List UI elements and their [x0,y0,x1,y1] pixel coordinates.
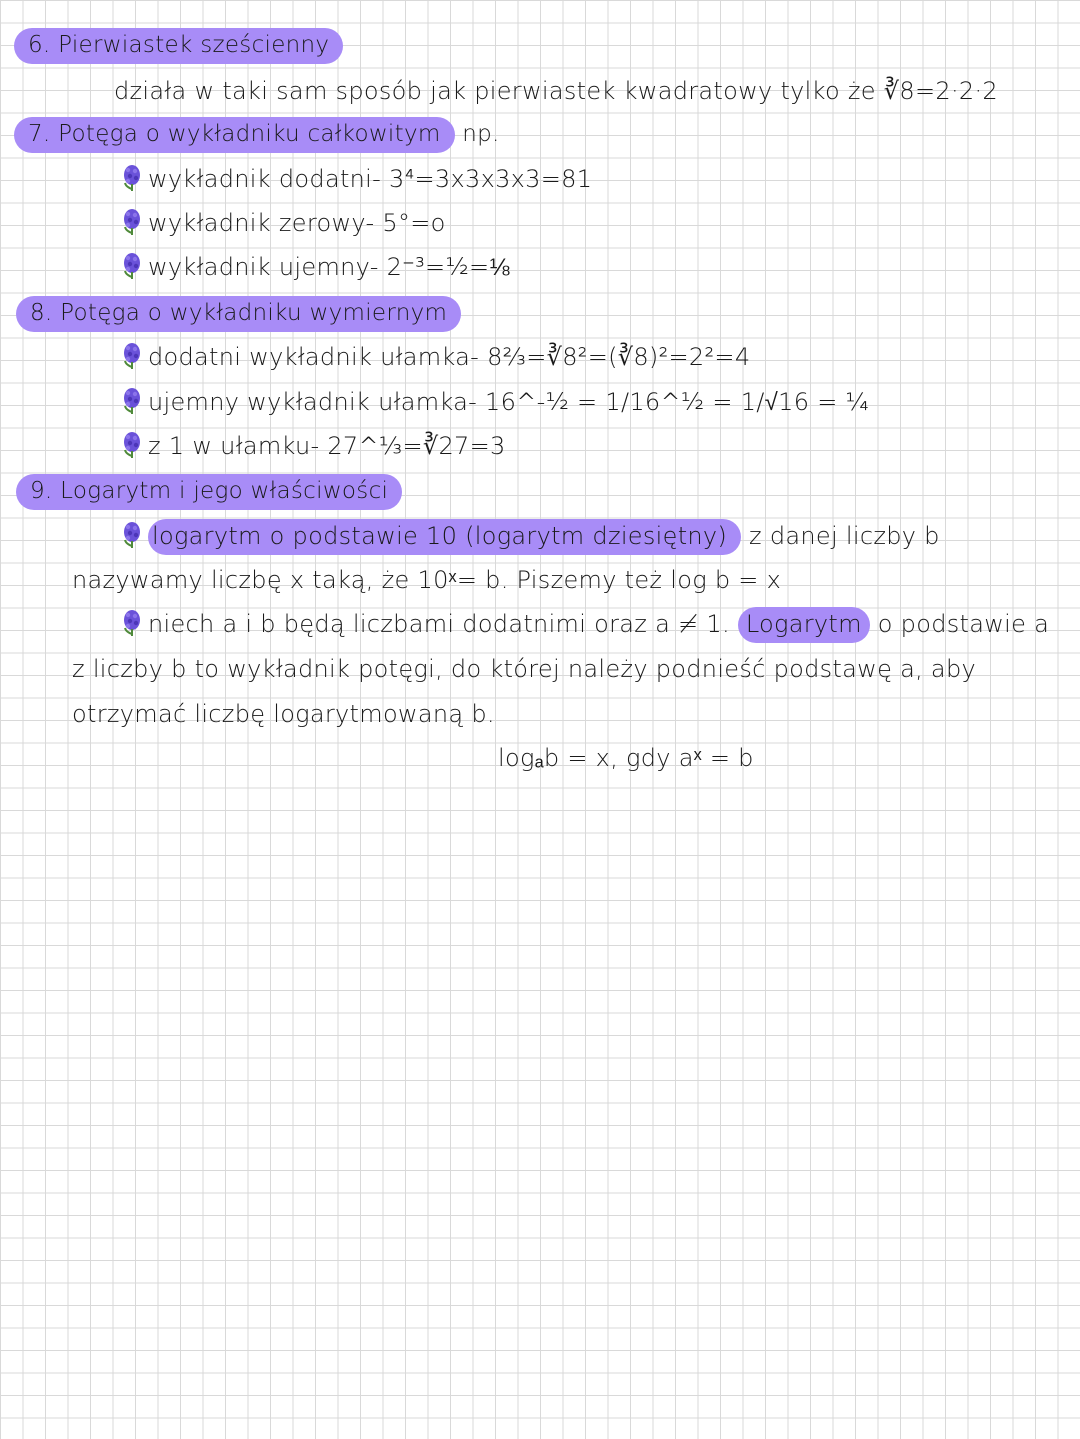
hyacinth-flower-icon [122,521,142,549]
paragraph-text: o podstawie a [877,610,1050,638]
section-6-heading: 6. Pierwiastek sześcienny [14,28,343,64]
highlighted-term: logarytm o podstawie 10 (logarytm dziesiętny) [148,519,741,555]
section-7-heading-suffix: np. [462,121,500,147]
section-9-heading: 9. Logarytm i jego właściwości [16,474,402,510]
section-7-heading: 7. Potęga o wykładniku całkowitym [14,117,455,153]
hyacinth-flower-icon [122,609,142,637]
list-item-text: z 1 w ułamku- 27^⅓=∛27=3 [148,432,506,460]
list-item-text: wykładnik zerowy- 5°=o [148,209,446,237]
section-8-heading: 8. Potęga o wykładniku wymiernym [16,296,461,332]
section-8-heading-line [16,296,461,332]
list-item [122,429,506,463]
hyacinth-flower-icon [122,387,142,415]
paragraph-1-line-2: nazywamy liczbę x taką, że 10ˣ= b. Piszemy też log b = x [72,566,782,594]
list-item [122,250,510,284]
paragraph-text: z danej liczby b [749,522,940,550]
hyacinth-flower-icon [122,342,142,370]
hyacinth-flower-icon [122,431,142,459]
list-item-text: wykładnik ujemny- 2⁻³=½=⅛ [148,253,510,281]
hyacinth-flower-icon [122,252,142,280]
highlighted-term: Logarytm [738,607,870,643]
section-9-heading-line [16,474,402,510]
list-item [122,340,750,374]
paragraph-2-line-1 [122,607,1049,643]
paragraph-1-line-1 [122,519,940,555]
list-item-text: wykładnik dodatni- 3⁴=3x3x3x3=81 [148,165,593,193]
list-item-text: ujemny wykładnik ułamka- 16^-½ = 1/16^½ = 1/√16 = ¼ [148,388,870,416]
list-item [122,385,869,419]
list-item [122,206,446,240]
logarithm-formula: logₐb = x, gdy aˣ = b [498,744,754,772]
hyacinth-flower-icon [122,164,142,192]
section-7-heading-line [14,117,500,153]
list-item-text: dodatni wykładnik ułamka- 8⅔=∛8²=(∛8)²=2²=4 [148,343,751,371]
paragraph-2-line-2: z liczby b to wykładnik potęgi, do której należy podnieść podstawę a, aby [72,655,976,683]
paragraph-text: niech a i b będą liczbami dodatnimi oraz a ≠ 1. [148,610,730,638]
hyacinth-flower-icon [122,208,142,236]
section-6-text: działa w taki sam sposób jak pierwiastek kwadratowy tylko że ∛8=2·2·2 [114,77,998,105]
list-item [122,162,592,196]
section-6-heading-line [14,28,343,64]
paragraph-2-line-3: otrzymać liczbę logarytmowaną b. [72,700,495,728]
